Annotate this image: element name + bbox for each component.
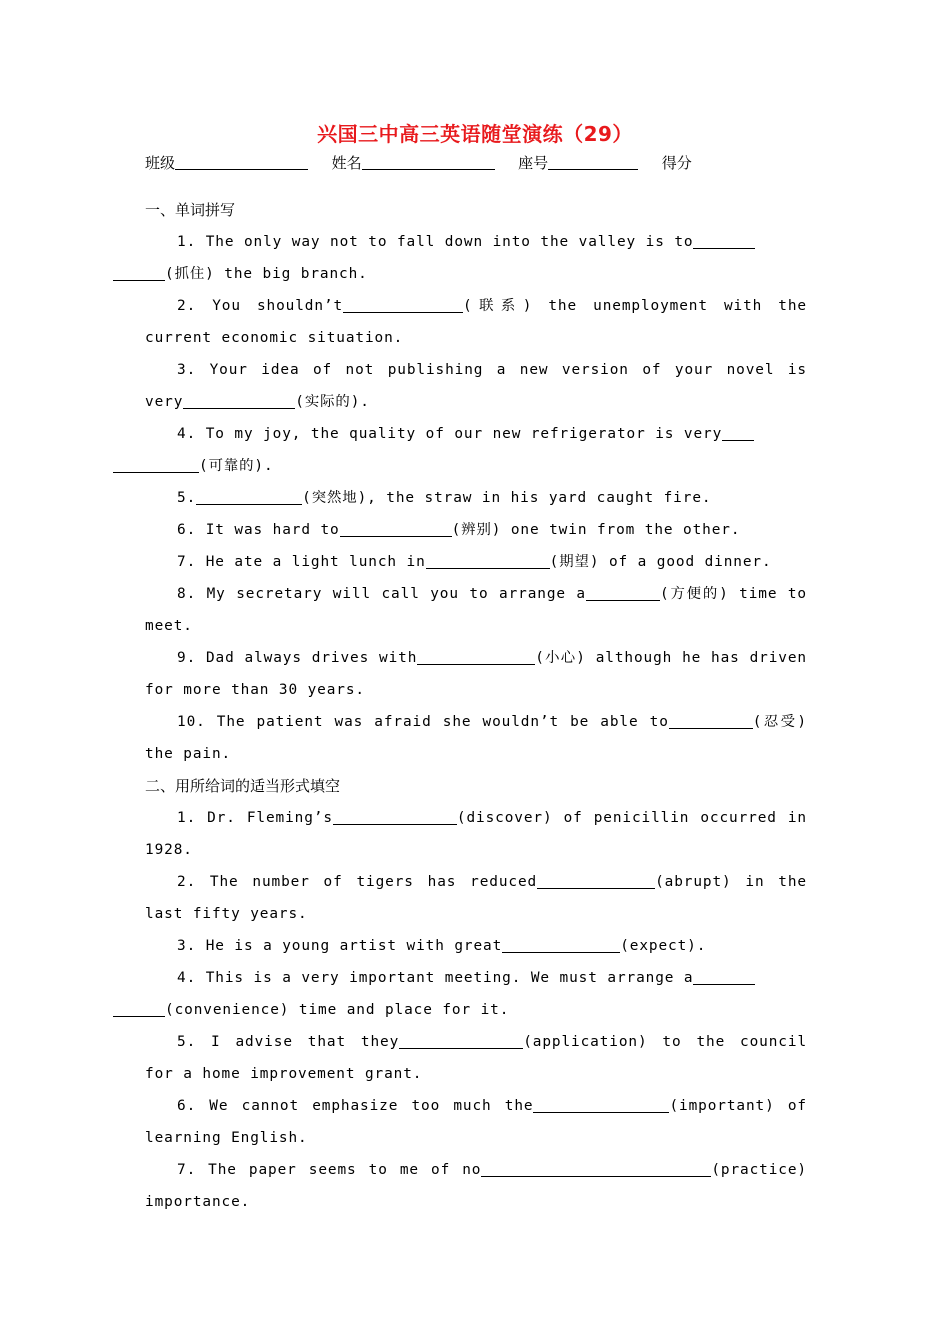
s2-question-7	[145, 1154, 807, 1218]
worksheet-title: 兴国三中高三英语随堂演练（29）	[317, 122, 633, 146]
s2-question-3	[145, 930, 807, 962]
s2-q7-text-after: (practice) importance.	[145, 1162, 807, 1210]
s1-q8-blank[interactable]	[586, 584, 660, 601]
s2-q6-text-after: (important) of learning English.	[145, 1098, 807, 1146]
s1-q6-text-after: (辨别) one twin from the other.	[451, 522, 741, 538]
s2-q7-blank[interactable]	[481, 1160, 711, 1177]
s1-q5-text-after: (突然地), the straw in his yard caught fire.	[302, 490, 712, 506]
s2-q1-text: 1. Dr. Fleming’s	[177, 810, 333, 826]
s1-q10-text: 10. The patient was afraid she wouldn’t be able to	[177, 714, 669, 730]
s2-question-6	[145, 1090, 807, 1154]
s1-q7-text-after: (期望) of a good dinner.	[549, 554, 772, 570]
s1-q6-blank[interactable]	[340, 520, 452, 537]
s1-q1-blank[interactable]	[693, 232, 755, 249]
s2-q1-text-after: (discover) of penicillin occurred in 1928.	[145, 810, 807, 858]
s2-q2-text-after: (abrupt) in the last fifty years.	[145, 874, 807, 922]
section2-heading: 二、用所给词的适当形式填空	[145, 777, 341, 795]
s2-q7-text: 7. The paper seems to me of no	[177, 1162, 482, 1178]
s2-question-4	[145, 962, 807, 1026]
s1-q9-text-after: (小心) although he has driven for more than 30 years.	[145, 650, 807, 698]
s2-q1-blank[interactable]	[333, 808, 457, 825]
s2-q4-text: 4. This is a very important meeting. We must arrange a	[177, 970, 694, 986]
s2-q3-blank[interactable]	[502, 936, 620, 953]
s1-q8-text: 8. My secretary will call you to arrange a	[177, 586, 586, 602]
score-label: 得分	[661, 154, 692, 172]
s2-q4-text-after: (convenience) time and place for it.	[165, 1002, 510, 1018]
s1-q1-text-after: (抓住) the big branch.	[165, 266, 368, 282]
section1-heading: 一、单词拼写	[145, 201, 236, 219]
s1-q1-text: 1. The only way not to fall down into the valley is to	[177, 234, 694, 250]
s2-q3-text-after: (expect).	[620, 938, 707, 954]
s2-q4-blank-cont[interactable]	[113, 1000, 165, 1017]
s1-q4-blank[interactable]	[722, 424, 754, 441]
s1-question-9	[145, 642, 807, 706]
s1-q5-blank[interactable]	[196, 488, 302, 505]
s1-q8-text-after: (方便的) time to meet.	[145, 586, 807, 634]
s1-q2-blank[interactable]	[343, 296, 463, 313]
s1-q10-blank[interactable]	[669, 712, 753, 729]
s1-q4-text-after: (可靠的).	[199, 458, 274, 474]
s2-question-5	[145, 1026, 807, 1090]
s2-question-1	[145, 802, 807, 866]
s1-question-3	[145, 354, 807, 418]
s1-q3-blank[interactable]	[183, 392, 295, 409]
class-label: 班级	[145, 154, 176, 172]
s1-q4-blank-cont[interactable]	[113, 456, 199, 473]
name-label: 姓名	[331, 154, 362, 172]
s1-q5-text: 5.	[177, 490, 197, 506]
s1-q1-blank-cont[interactable]	[113, 264, 165, 281]
s2-q5-text-after: (application) to the council for a home improvement grant.	[145, 1034, 808, 1082]
s1-question-10	[145, 706, 807, 770]
s2-q3-text: 3. He is a young artist with great	[177, 938, 503, 954]
s1-q6-text: 6. It was hard to	[177, 522, 340, 538]
class-blank[interactable]	[175, 154, 308, 170]
s1-q9-blank[interactable]	[417, 648, 535, 665]
seat-label: 座号	[518, 154, 549, 172]
s1-q10-text-after: (忍受) the pain.	[145, 714, 807, 762]
student-info-row	[145, 152, 825, 173]
s1-question-6	[145, 514, 807, 546]
s1-q3-text-after: (实际的).	[295, 394, 370, 410]
s1-q2-text: 2. You shouldn’t	[177, 298, 344, 314]
worksheet-content	[145, 194, 807, 1218]
s1-q7-blank[interactable]	[426, 552, 550, 569]
s1-question-5	[145, 482, 807, 514]
s2-q6-blank[interactable]	[533, 1096, 669, 1113]
s2-q2-text: 2. The number of tigers has reduced	[177, 874, 538, 890]
name-blank[interactable]	[362, 154, 495, 170]
s1-question-7	[145, 546, 807, 578]
s2-q6-text: 6. We cannot emphasize too much the	[177, 1098, 534, 1114]
s1-question-4	[145, 418, 807, 482]
s1-q9-text: 9. Dad always drives with	[177, 650, 418, 666]
s1-question-1	[145, 226, 807, 290]
s2-q2-blank[interactable]	[537, 872, 655, 889]
seat-blank[interactable]	[548, 154, 638, 170]
s2-q4-blank[interactable]	[693, 968, 755, 985]
s2-question-2	[145, 866, 807, 930]
s1-question-2	[145, 290, 807, 354]
s1-q3-text: 3. Your idea of not publishing a new version of your novel is very	[145, 362, 807, 410]
s1-question-8	[145, 578, 807, 642]
s1-q2-text-after: (联系) the unemployment with the current economic situation.	[145, 298, 807, 346]
s2-q5-text: 5. I advise that they	[177, 1034, 400, 1050]
s2-q5-blank[interactable]	[399, 1032, 523, 1049]
s1-q4-text: 4. To my joy, the quality of our new refrigerator is very	[177, 426, 723, 442]
s1-q7-text: 7. He ate a light lunch in	[177, 554, 426, 570]
